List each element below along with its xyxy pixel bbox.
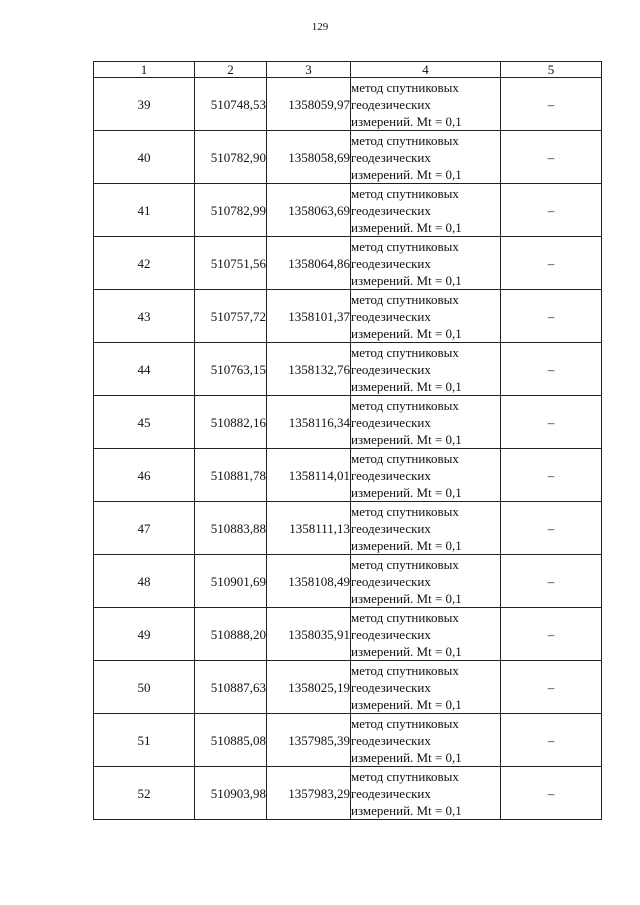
point-number-cell: 49 [94,608,195,661]
x-coordinate-cell: 510883,88 [195,502,267,555]
x-coordinate-cell: 510903,98 [195,767,267,820]
method-line: измерений. Mt = 0,1 [351,537,462,553]
description-cell: – [501,237,602,290]
point-number-cell: 48 [94,555,195,608]
method-cell [351,131,501,184]
y-coordinate-cell: 1358063,69 [267,184,351,237]
table-row [94,396,602,449]
description-cell: – [501,78,602,131]
x-coordinate-cell: 510881,78 [195,449,267,502]
header-row [94,62,602,78]
point-number-cell: 39 [94,78,195,131]
x-coordinate-cell: 510748,53 [195,78,267,131]
method-line: метод спутниковых [351,768,459,784]
point-number-cell: 46 [94,449,195,502]
method-line: измерений. Mt = 0,1 [351,802,462,818]
table-row [94,661,602,714]
x-coordinate-cell: 510888,20 [195,608,267,661]
x-coordinate-cell: 510782,90 [195,131,267,184]
y-coordinate-cell: 1358064,86 [267,237,351,290]
method-line: геодезических [351,202,431,218]
table-row [94,714,602,767]
page-number: 129 [311,21,329,33]
y-coordinate-cell: 1358058,69 [267,131,351,184]
method-line: измерений. Mt = 0,1 [351,484,462,500]
description-cell: – [501,131,602,184]
y-coordinate-cell: 1357983,29 [267,767,351,820]
method-line: измерений. Mt = 0,1 [351,113,462,129]
method-line: геодезических [351,573,431,589]
method-line: измерений. Mt = 0,1 [351,219,462,235]
method-cell [351,396,501,449]
method-cell [351,343,501,396]
y-coordinate-cell: 1358025,19 [267,661,351,714]
method-line: измерений. Mt = 0,1 [351,696,462,712]
table-row [94,502,602,555]
x-coordinate-cell: 510887,63 [195,661,267,714]
description-cell: – [501,184,602,237]
coordinates-table [93,61,602,820]
point-number-cell: 42 [94,237,195,290]
method-line: метод спутниковых [351,397,459,413]
method-line: метод спутниковых [351,132,459,148]
table-row [94,449,602,502]
description-cell: – [501,555,602,608]
header-col-5: 5 [501,62,602,78]
method-line: измерений. Mt = 0,1 [351,590,462,606]
point-number-cell: 40 [94,131,195,184]
method-cell [351,184,501,237]
y-coordinate-cell: 1358111,13 [267,502,351,555]
method-line: геодезических [351,785,431,801]
point-number-cell: 52 [94,767,195,820]
y-coordinate-cell: 1358116,34 [267,396,351,449]
method-line: метод спутниковых [351,185,459,201]
description-cell: – [501,502,602,555]
method-line: измерений. Mt = 0,1 [351,749,462,765]
method-cell [351,661,501,714]
method-cell [351,502,501,555]
method-line: метод спутниковых [351,609,459,625]
table-row [94,131,602,184]
method-cell [351,714,501,767]
x-coordinate-cell: 510751,56 [195,237,267,290]
method-line: метод спутниковых [351,291,459,307]
method-cell [351,78,501,131]
description-cell: – [501,767,602,820]
table-row [94,343,602,396]
method-line: геодезических [351,255,431,271]
description-cell: – [501,714,602,767]
x-coordinate-cell: 510901,69 [195,555,267,608]
table-row [94,290,602,343]
table-row [94,237,602,290]
point-number-cell: 51 [94,714,195,767]
y-coordinate-cell: 1358035,91 [267,608,351,661]
method-line: метод спутниковых [351,450,459,466]
method-line: геодезических [351,414,431,430]
method-line: метод спутниковых [351,556,459,572]
method-line: измерений. Mt = 0,1 [351,166,462,182]
method-line: геодезических [351,467,431,483]
header-col-2: 2 [195,62,267,78]
method-line: метод спутниковых [351,715,459,731]
method-line: геодезических [351,626,431,642]
header-col-1: 1 [94,62,195,78]
method-line: измерений. Mt = 0,1 [351,378,462,394]
method-line: геодезических [351,96,431,112]
description-cell: – [501,608,602,661]
description-cell: – [501,343,602,396]
method-line: измерений. Mt = 0,1 [351,272,462,288]
y-coordinate-cell: 1358059,97 [267,78,351,131]
method-line: измерений. Mt = 0,1 [351,643,462,659]
description-cell: – [501,449,602,502]
method-line: геодезических [351,679,431,695]
header-col-4: 4 [351,62,501,78]
table-row [94,767,602,820]
description-cell: – [501,396,602,449]
point-number-cell: 47 [94,502,195,555]
method-line: измерений. Mt = 0,1 [351,325,462,341]
method-line: измерений. Mt = 0,1 [351,431,462,447]
method-line: метод спутниковых [351,344,459,360]
y-coordinate-cell: 1358132,76 [267,343,351,396]
table-row [94,78,602,131]
table-header [94,62,602,78]
method-cell [351,608,501,661]
table-body [94,78,602,820]
point-number-cell: 50 [94,661,195,714]
method-line: геодезических [351,308,431,324]
method-line: метод спутниковых [351,79,459,95]
y-coordinate-cell: 1358108,49 [267,555,351,608]
method-line: метод спутниковых [351,662,459,678]
method-line: метод спутниковых [351,503,459,519]
x-coordinate-cell: 510885,08 [195,714,267,767]
description-cell: – [501,290,602,343]
method-cell [351,449,501,502]
method-line: геодезических [351,520,431,536]
point-number-cell: 41 [94,184,195,237]
x-coordinate-cell: 510882,16 [195,396,267,449]
method-cell [351,290,501,343]
point-number-cell: 44 [94,343,195,396]
method-line: геодезических [351,149,431,165]
description-cell: – [501,661,602,714]
method-cell [351,237,501,290]
y-coordinate-cell: 1358101,37 [267,290,351,343]
method-line: геодезических [351,732,431,748]
point-number-cell: 45 [94,396,195,449]
point-number-cell: 43 [94,290,195,343]
method-line: геодезических [351,361,431,377]
method-line: метод спутниковых [351,238,459,254]
table-row [94,184,602,237]
y-coordinate-cell: 1358114,01 [267,449,351,502]
x-coordinate-cell: 510757,72 [195,290,267,343]
method-cell [351,767,501,820]
method-cell [351,555,501,608]
table-row [94,608,602,661]
x-coordinate-cell: 510782,99 [195,184,267,237]
table-row [94,555,602,608]
x-coordinate-cell: 510763,15 [195,343,267,396]
y-coordinate-cell: 1357985,39 [267,714,351,767]
header-col-3: 3 [267,62,351,78]
